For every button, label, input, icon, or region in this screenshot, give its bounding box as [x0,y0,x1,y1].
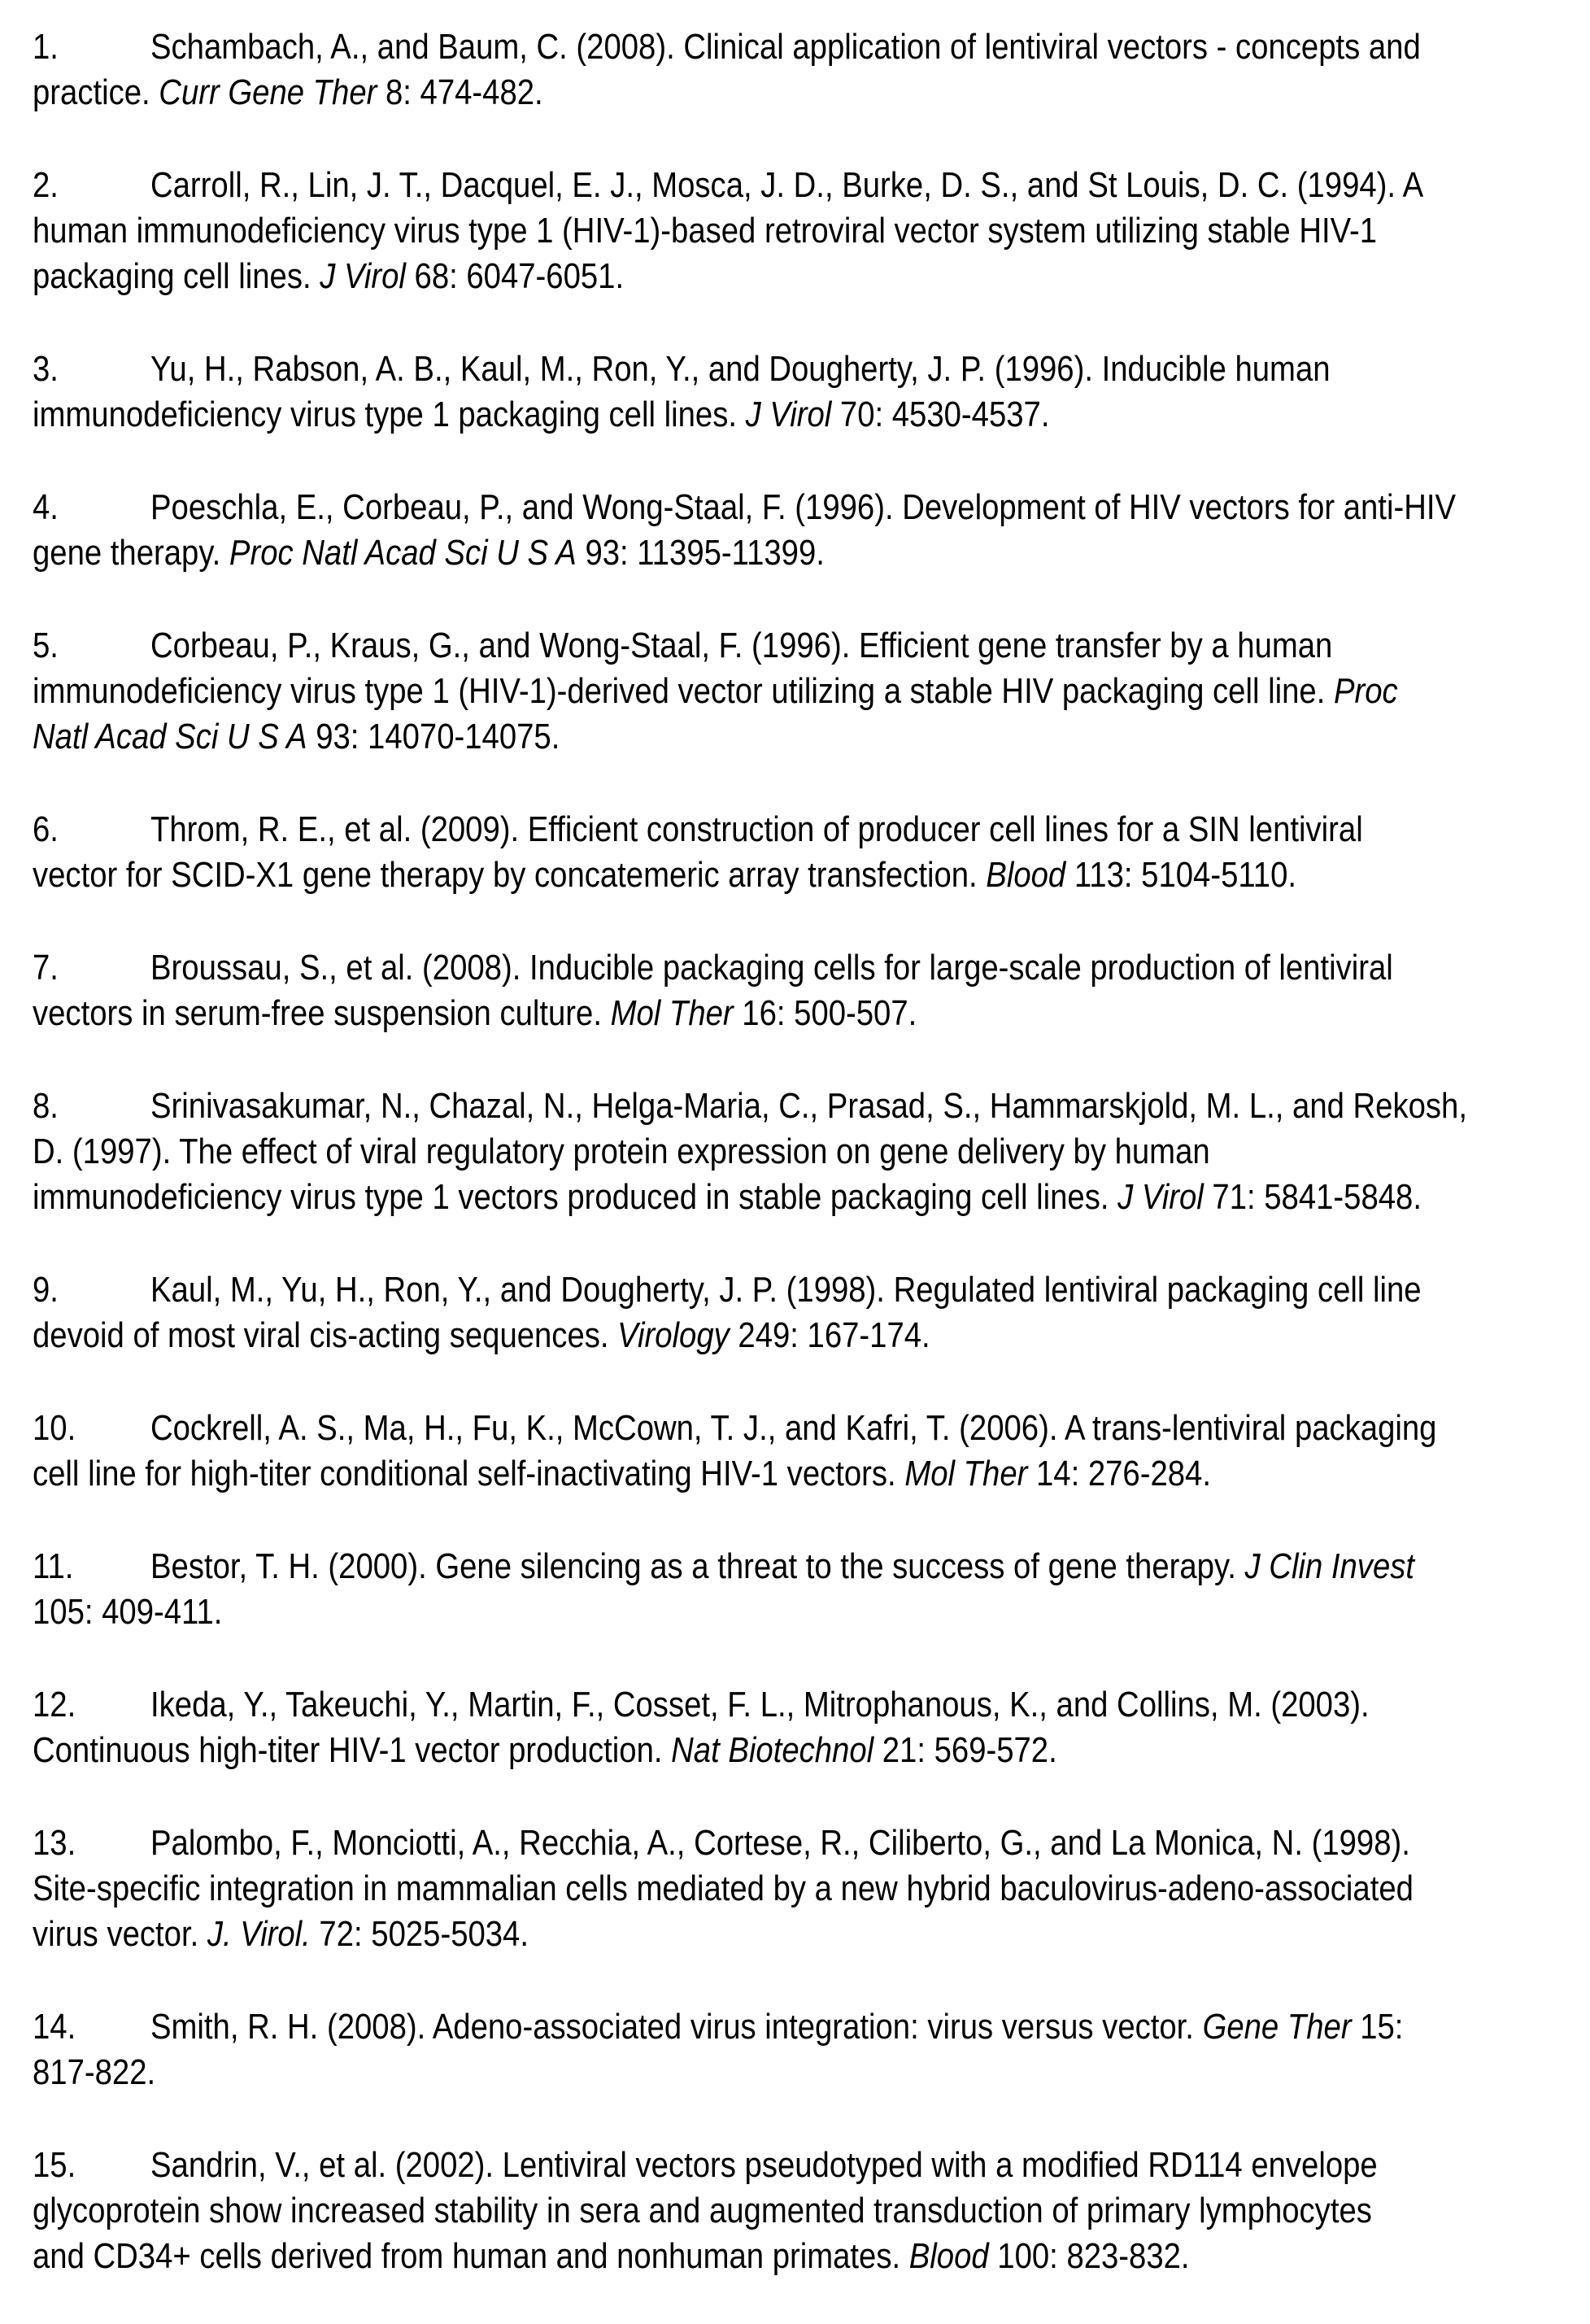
reference-line-text [150,2004,1403,2050]
reference-text: 16: 500-507. [733,993,917,1033]
reference-number: 6. [33,809,59,849]
journal-title: Curr Gene Ther [159,72,377,112]
reference-line-text [33,1589,222,1635]
reference-text: Cockrell, A. S., Ma, H., Fu, K., McCown, T. J., and Kafri, T. (2006). A trans-lentiviral packaging [150,1408,1437,1448]
reference-text: 113: 5104-5110. [1065,855,1297,895]
reference-line [33,24,1562,70]
reference-line-text [150,807,1363,852]
journal-title: J Virol [1117,1177,1204,1217]
reference-entry [33,1544,1562,1635]
reference-line [33,254,1562,299]
reference-number: 13. [33,1823,76,1863]
reference-line [33,714,1562,760]
reference-line [33,70,1562,116]
reference-line [33,1267,1562,1313]
reference-entry [33,1682,1562,1773]
reference-line [33,208,1562,254]
reference-line [33,1175,1562,1220]
journal-title: Nat Biotechnol [671,1730,874,1770]
reference-number: 10. [33,1408,76,1448]
reference-number: 11. [33,1546,74,1586]
journal-title: J Virol [320,256,406,296]
reference-text: virus vector. [33,1914,207,1954]
reference-entry [33,945,1562,1036]
reference-line-text [33,392,1049,438]
journal-title: Blood [986,855,1066,895]
reference-line-text [33,530,825,576]
reference-line [33,1129,1562,1175]
reference-text: 68: 6047-6051. [405,256,625,296]
journal-title: J. Virol. [207,1914,311,1954]
reference-line [33,669,1562,714]
reference-entry [33,24,1562,116]
reference-line [33,1728,1562,1773]
reference-line [33,1406,1562,1451]
reference-number: 8. [33,1086,59,1126]
reference-text: Corbeau, P., Kraus, G., and Wong-Staal, F. (1996). Efficient gene transfer by a human [150,626,1333,665]
reference-text: 249: 167-174. [729,1315,930,1355]
reference-line-text [33,254,624,299]
reference-line [33,530,1562,576]
reference-line-text [33,70,543,116]
reference-entry [33,807,1562,898]
reference-text: cell line for high-titer conditional self-inactivating HIV-1 vectors. [33,1454,905,1493]
reference-line-text [33,2050,155,2095]
reference-text: vector for SCID-X1 gene therapy by concatemeric array transfection. [33,855,987,895]
reference-text: immunodeficiency virus type 1 packaging cell lines. [33,395,746,434]
reference-line [33,1451,1562,1497]
reference-line [33,2188,1562,2234]
reference-text: Carroll, R., Lin, J. T., Dacquel, E. J., Mosca, J. D., Burke, D. S., and St Louis, D. C. (1994). A [150,165,1424,205]
reference-text: Continuous high-titer HIV-1 vector production. [33,1730,672,1770]
reference-line [33,2050,1562,2095]
reference-line [33,347,1562,392]
reference-line-text [33,1912,529,1957]
reference-text: 105: 409-411. [33,1592,223,1632]
reference-text: Palombo, F., Monciotti, A., Recchia, A., Cortese, R., Ciliberto, G., and La Monica, N. (1998). [150,1823,1410,1863]
journal-title: J Clin Invest [1244,1546,1415,1586]
reference-line-text [33,2234,1190,2279]
reference-number: 1. [33,27,59,67]
reference-line [33,485,1562,530]
reference-text: 15: [1351,2007,1404,2047]
reference-line-text [33,1728,1057,1773]
reference-text: immunodeficiency virus type 1 vectors produced in stable packaging cell lines. [33,1177,1118,1217]
reference-line-text [33,1313,930,1358]
reference-line-text [33,1866,1414,1912]
reference-text: vectors in serum-free suspension culture. [33,993,611,1033]
reference-line [33,1313,1562,1358]
reference-text: Kaul, M., Yu, H., Ron, Y., and Dougherty, J. P. (1998). Regulated lentiviral packaging cell line [150,1270,1422,1310]
reference-line-text [33,2188,1372,2234]
reference-line-text [150,945,1393,991]
reference-number: 2. [33,165,59,205]
reference-entry [33,2143,1562,2279]
reference-line-text [150,1682,1370,1728]
reference-line [33,2143,1562,2188]
reference-line [33,2234,1562,2279]
reference-line-text [33,1175,1422,1220]
reference-number: 7. [33,948,59,988]
reference-text: human immunodeficiency virus type 1 (HIV-1)-based retroviral vector system utilizing stable HIV-1 [33,211,1378,251]
reference-line-text [33,852,1296,898]
reference-line [33,1912,1562,1957]
reference-entry [33,2004,1562,2095]
reference-text: Ikeda, Y., Takeuchi, Y., Martin, F., Cosset, F. L., Mitrophanous, K., and Collins, M. (2003). [150,1685,1370,1724]
reference-number: 14. [33,2007,76,2047]
reference-text: 72: 5025-5034. [310,1914,529,1954]
reference-line [33,1682,1562,1728]
journal-title: J Virol [745,395,832,434]
reference-number: 12. [33,1685,76,1724]
reference-line-text [150,1544,1414,1589]
reference-line-text [33,1451,1211,1497]
reference-text: Smith, R. H. (2008). Adeno-associated virus integration: virus versus vector. [150,2007,1203,2047]
reference-text: packaging cell lines. [33,256,320,296]
reference-entry [33,347,1562,438]
reference-text: immunodeficiency virus type 1 (HIV-1)-derived vector utilizing a stable HIV packaging cell line. [33,671,1334,711]
reference-text: Site-specific integration in mammalian cells mediated by a new hybrid baculovirus-adeno-associated [33,1868,1414,1908]
reference-text: gene therapy. [33,533,229,573]
reference-line [33,1084,1562,1129]
journal-title: Gene Ther [1202,2007,1352,2047]
reference-text: 93: 11395-11399. [576,533,825,573]
reference-text: devoid of most viral cis-acting sequences. [33,1315,618,1355]
reference-text: 70: 4530-4537. [831,395,1050,434]
reference-line-text [150,485,1456,530]
reference-text: Throm, R. E., et al. (2009). Efficient construction of producer cell lines for a SIN lentiviral [150,809,1363,849]
reference-line-text [33,991,917,1036]
reference-entry [33,485,1562,576]
reference-line-text [150,2143,1378,2188]
reference-line [33,2004,1562,2050]
reference-text: 21: 569-572. [873,1730,1057,1770]
reference-line [33,623,1562,669]
journal-title: Virology [617,1315,730,1355]
reference-line-text [33,714,560,760]
reference-text: glycoprotein show increased stability in sera and augmented transduction of primary lymphocytes [33,2191,1372,2230]
journal-title: Proc [1333,671,1398,711]
reference-line-text [150,163,1423,208]
reference-text: Srinivasakumar, N., Chazal, N., Helga-Maria, C., Prasad, S., Hammarskjold, M. L., and Rekosh, [150,1086,1467,1126]
journal-title: Proc Natl Acad Sci U S A [229,533,577,573]
reference-text: Yu, H., Rabson, A. B., Kaul, M., Ron, Y., and Dougherty, J. P. (1996). Inducible human [150,349,1331,389]
reference-text: practice. [33,72,159,112]
reference-line-text [150,1267,1422,1313]
reference-text: 71: 5841-5848. [1203,1177,1422,1217]
reference-line [33,1866,1562,1912]
reference-line [33,1820,1562,1866]
reference-line-text [33,669,1398,714]
reference-line-text [33,208,1377,254]
reference-line-text [150,623,1332,669]
reference-line [33,807,1562,852]
reference-line-text [150,1406,1436,1451]
reference-text: Poeschla, E., Corbeau, P., and Wong-Staal, F. (1996). Development of HIV vectors for anti-HIV [150,487,1457,527]
reference-entry [33,623,1562,760]
reference-line-text [150,1084,1467,1129]
journal-title: Mol Ther [904,1454,1028,1493]
reference-text: 817-822. [33,2052,156,2092]
reference-line [33,991,1562,1036]
reference-line [33,1589,1562,1635]
reference-text: 93: 14070-14075. [307,717,560,756]
journal-title: Mol Ther [610,993,734,1033]
reference-text: 14: 276-284. [1027,1454,1211,1493]
reference-line-text [33,1129,1210,1175]
reference-text: D. (1997). The effect of viral regulatory protein expression on gene delivery by human [33,1131,1210,1171]
reference-entry [33,1084,1562,1220]
reference-number: 4. [33,487,59,527]
reference-text: 8: 474-482. [377,72,543,112]
reference-line-text [150,1820,1410,1866]
reference-text: and CD34+ cells derived from human and nonhuman primates. [33,2236,909,2276]
reference-entry [33,163,1562,299]
reference-entry [33,1267,1562,1358]
reference-number: 15. [33,2145,76,2185]
reference-number: 9. [33,1270,59,1310]
reference-text: 100: 823-832. [988,2236,1190,2276]
reference-text: Broussau, S., et al. (2008). Inducible packaging cells for large-scale production of lentiviral [150,948,1393,988]
reference-line [33,163,1562,208]
reference-line-text [150,347,1331,392]
reference-text: Bestor, T. H. (2000). Gene silencing as a threat to the success of gene therapy. [150,1546,1245,1586]
reference-line [33,852,1562,898]
reference-entry [33,1406,1562,1497]
reference-line [33,392,1562,438]
reference-line [33,945,1562,991]
reference-number: 3. [33,349,59,389]
reference-line [33,1544,1562,1589]
reference-text: Sandrin, V., et al. (2002). Lentiviral vectors pseudotyped with a modified RD114 envelope [150,2145,1378,2185]
reference-number: 5. [33,626,59,665]
reference-line-text [150,24,1421,70]
journal-title: Natl Acad Sci U S A [33,717,307,756]
reference-entry [33,1820,1562,1957]
reference-text: Schambach, A., and Baum, C. (2008). Clinical application of lentiviral vectors - concepts and [150,27,1421,67]
journal-title: Blood [908,2236,989,2276]
